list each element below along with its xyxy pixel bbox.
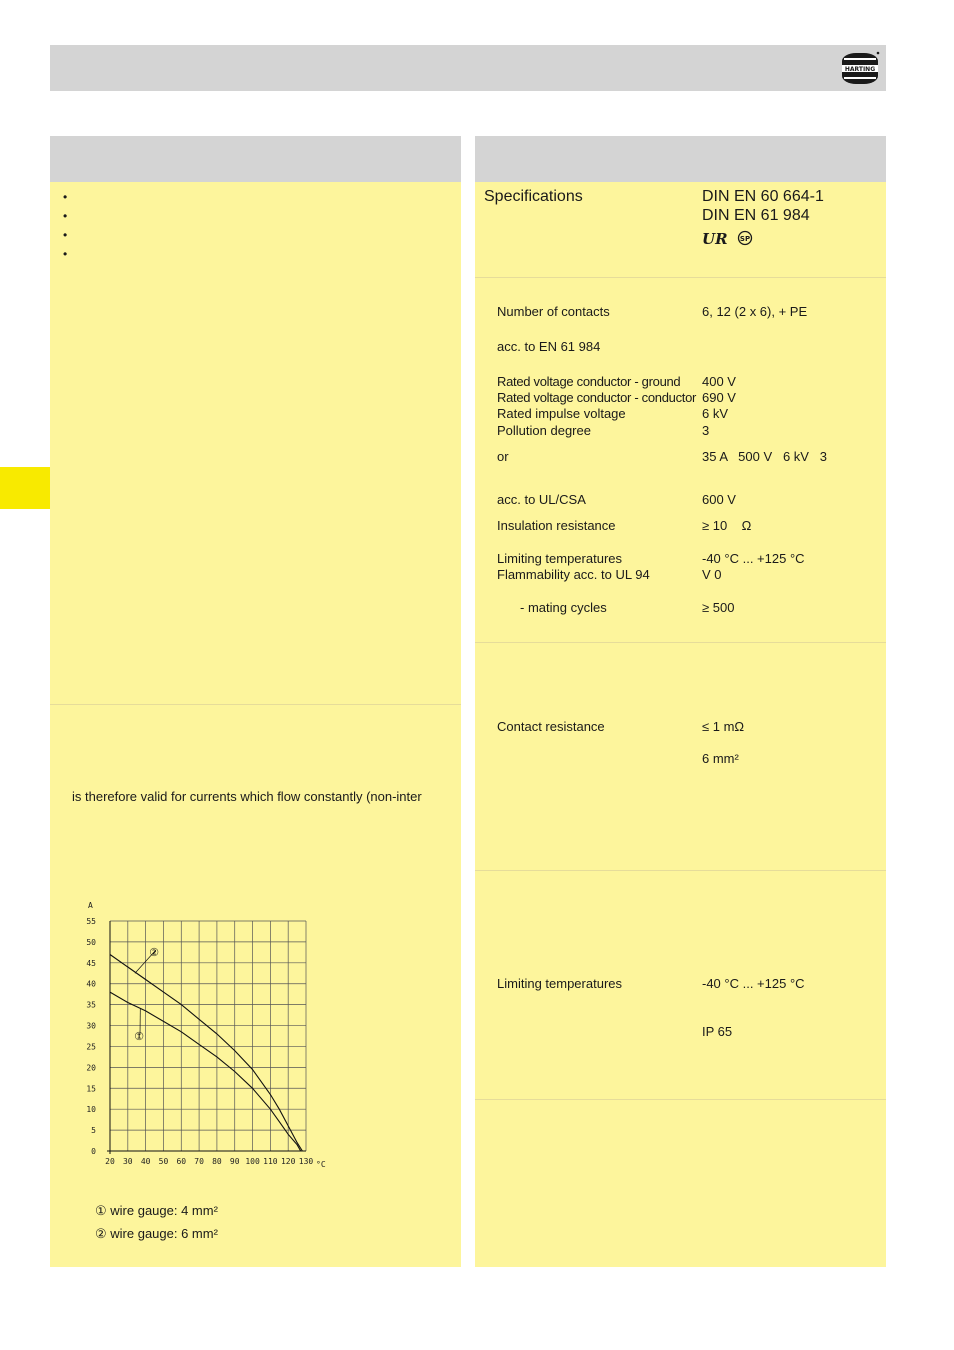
derating-note: is therefore valid for currents which flow constantly (non-inter	[72, 789, 422, 804]
x-tick-label: 20	[105, 1157, 115, 1166]
y-tick-label: 45	[86, 958, 96, 968]
legend-entry-2: ② wire gauge: 6 mm²	[95, 1226, 218, 1241]
y-tick-label: 5	[91, 1126, 96, 1136]
y-tick-label: 40	[86, 979, 96, 989]
page-header-bar	[50, 45, 886, 91]
feature-bullet: •	[63, 190, 68, 204]
spec-label: Rated voltage conductor - ground	[497, 374, 681, 389]
section-divider	[50, 704, 461, 705]
spec-value: 6 mm²	[702, 751, 739, 766]
x-tick-label: 50	[158, 1157, 169, 1166]
series-label-2: ②	[149, 946, 159, 959]
spec-value: 690 V	[702, 390, 736, 405]
ul-recognized-icon	[702, 229, 728, 247]
spec-label: Flammability acc. to UL 94	[497, 567, 650, 582]
right-column-header	[475, 136, 886, 182]
series-line-1	[110, 992, 301, 1151]
x-tick-label: 30	[122, 1157, 133, 1166]
spec-value: 600 V	[702, 492, 736, 507]
spec-label: - mating cycles	[520, 600, 607, 615]
spec-label: Limiting temperatures	[497, 551, 622, 566]
y-tick-label: 50	[86, 937, 96, 947]
spec-label: Rated voltage conductor - conductor	[497, 390, 697, 405]
spec-value: V 0	[702, 567, 722, 582]
left-column-header	[50, 136, 461, 182]
section-divider	[475, 870, 886, 871]
x-tick-label: 100	[245, 1157, 260, 1166]
x-tick-label: 120	[280, 1157, 296, 1166]
legend-entry-1: ① wire gauge: 4 mm²	[95, 1203, 218, 1218]
y-tick-label: 55	[86, 917, 96, 926]
series-label-1: ①	[134, 1030, 144, 1043]
spec-value: 400 V	[702, 374, 736, 389]
spec-value: -40 °C ... +125 °C	[702, 551, 805, 566]
spec-label: Limiting temperatures	[497, 976, 622, 991]
feature-bullet: •	[63, 209, 68, 223]
spec-value: 3	[702, 423, 710, 438]
harting-logo-icon	[840, 48, 882, 88]
x-tick-label: 80	[212, 1157, 222, 1166]
y-tick-label: 20	[86, 1063, 96, 1073]
svg-text:HARTING: HARTING	[844, 66, 876, 73]
y-tick-label: 35	[86, 1000, 96, 1010]
standard-2: DIN EN 61 984	[702, 207, 810, 224]
spec-value: 6, 12 (2 x 6), + PE	[702, 304, 808, 319]
standard-1: DIN EN 60 664-1	[702, 188, 824, 205]
y-tick-label: 0	[91, 1147, 96, 1156]
x-tick-label: 70	[194, 1157, 204, 1166]
section-divider	[475, 277, 886, 278]
x-axis-label: °C	[316, 1160, 326, 1169]
spec-value: 6 kV	[702, 406, 729, 421]
spec-value: ≤ 1 mΩ	[702, 719, 745, 734]
spec-label: Insulation resistance	[497, 518, 616, 533]
y-tick-label: 25	[86, 1042, 96, 1052]
csa-mark-icon	[737, 230, 753, 246]
section-divider	[475, 642, 886, 643]
feature-bullet: •	[63, 228, 68, 242]
section-divider	[475, 1099, 886, 1100]
x-tick-label: 110	[263, 1157, 278, 1166]
x-tick-label: 60	[176, 1157, 187, 1166]
x-tick-label: 130	[298, 1157, 314, 1166]
section-tab-marker	[0, 467, 50, 509]
spec-label: Rated impulse voltage	[497, 406, 626, 421]
spec-label: Pollution degree	[497, 423, 591, 438]
spec-value: ≥ 10 Ω	[702, 518, 752, 533]
spec-label: Contact resistance	[497, 719, 605, 734]
x-tick-label: 40	[140, 1157, 151, 1166]
spec-label: or	[497, 449, 509, 464]
spec-label: acc. to EN 61 984	[497, 339, 601, 354]
x-tick-label: 90	[229, 1157, 240, 1166]
spec-value: ≥ 500	[702, 600, 735, 615]
spec-value: 35 A 500 V 6 kV 3	[702, 449, 828, 464]
y-tick-label: 30	[86, 1021, 96, 1031]
feature-bullet: •	[63, 247, 68, 261]
derating-chart	[80, 893, 340, 1178]
spec-label: Number of contacts	[497, 304, 610, 319]
spec-value: -40 °C ... +125 °C	[702, 976, 805, 991]
svg-text:UR: UR	[702, 230, 728, 247]
spec-label: acc. to UL/CSA	[497, 492, 586, 507]
svg-text:SP: SP	[739, 235, 751, 243]
y-tick-label: 15	[86, 1084, 96, 1094]
y-tick-label: 10	[86, 1105, 96, 1115]
y-axis-label: A	[88, 901, 93, 910]
spec-value: IP 65	[702, 1024, 733, 1039]
specifications-label: Specifications	[484, 188, 583, 205]
